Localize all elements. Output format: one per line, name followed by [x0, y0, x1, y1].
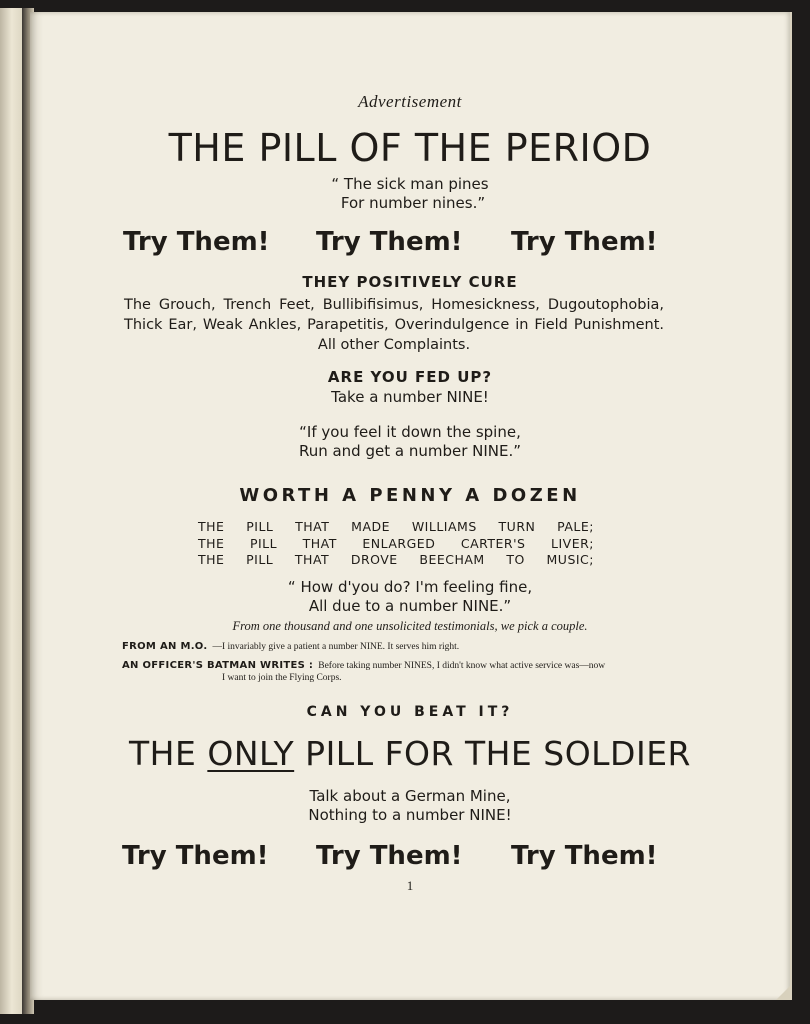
try-them-text: Try Them!	[122, 841, 269, 871]
page-corner-fold	[776, 986, 790, 1000]
try-them-text: Try Them!	[511, 227, 658, 257]
soldier-title	[30, 734, 790, 773]
page-number: 1	[406, 878, 414, 893]
testimonial-text: Before taking number NINES, I didn't know what active service was—now	[318, 661, 606, 671]
epigraph-line: For number nines.”	[340, 194, 486, 212]
price-heading: WORTH A PENNY A DOZEN	[239, 485, 581, 506]
try-them-text: Try Them!	[316, 841, 463, 871]
verse-line: All due to a number NINE.”	[308, 597, 512, 615]
fed-up-heading: ARE YOU FED UP?	[327, 368, 493, 386]
verse-line: “If you feel it down the spine,	[299, 423, 521, 441]
cure-heading: THEY POSITIVELY CURE	[302, 273, 518, 291]
pill-claim: THE PILL THAT DROVE BEECHAM TO MUSIC;	[198, 552, 594, 567]
soldier-title-emphasis: ONLY	[207, 734, 295, 773]
pill-claim: THE PILL THAT ENLARGED CARTER'S LIVER;	[198, 535, 594, 551]
testimonials-intro: From one thousand and one unsolicited testimonials, we pick a couple.	[232, 619, 588, 633]
beat-heading: CAN YOU BEAT IT?	[306, 704, 514, 720]
page-title: THE PILL OF THE PERIOD	[168, 126, 652, 170]
try-them-text: Try Them!	[123, 227, 270, 257]
mine-verse	[30, 787, 790, 825]
testimonial-text: —I invariably give a patient a number NINE. It serves him right.	[212, 642, 460, 652]
try-them-text: Try Them!	[511, 841, 658, 871]
soldier-title-end: PILL FOR THE SOLDIER	[305, 734, 691, 773]
advertisement-label: Advertisement	[358, 92, 462, 111]
epigraph-line: “ The sick man pines	[331, 175, 489, 193]
soldier-title-start: THE	[129, 734, 197, 773]
pill-claim: THE PILL THAT MADE WILLIAMS TURN PALE;	[198, 519, 594, 534]
verse-line: Talk about a German Mine,	[309, 787, 511, 805]
try-them-text: Try Them!	[316, 227, 463, 257]
verse-line: “ How d'you do? I'm feeling fine,	[287, 578, 533, 596]
testimonial-source: AN OFFICER'S BATMAN WRITES :	[122, 660, 314, 671]
epigraph	[30, 175, 790, 213]
testimonial-source: FROM AN M.O.	[122, 641, 208, 652]
testimonial-batman	[122, 660, 605, 671]
testimonial-continuation: I want to join the Flying Corps.	[222, 673, 342, 683]
fed-up-answer: Take a number NINE!	[331, 388, 489, 406]
fine-verse	[30, 578, 790, 616]
verse-line: Run and get a number NINE.”	[298, 442, 522, 460]
verse-line: Nothing to a number NINE!	[308, 806, 512, 824]
spine-verse	[30, 423, 790, 461]
complaints-list: The Grouch, Trench Feet, Bullibifisimus, Homesickness, Dugoutophobia, Thick Ear, Weak Ankles, Parapetitis, Overindulgence in Field Punishment. All other Complaints.	[124, 297, 664, 353]
advertisement-page	[30, 12, 792, 1000]
pill-claims	[198, 519, 594, 569]
testimonial-mo	[122, 641, 459, 652]
